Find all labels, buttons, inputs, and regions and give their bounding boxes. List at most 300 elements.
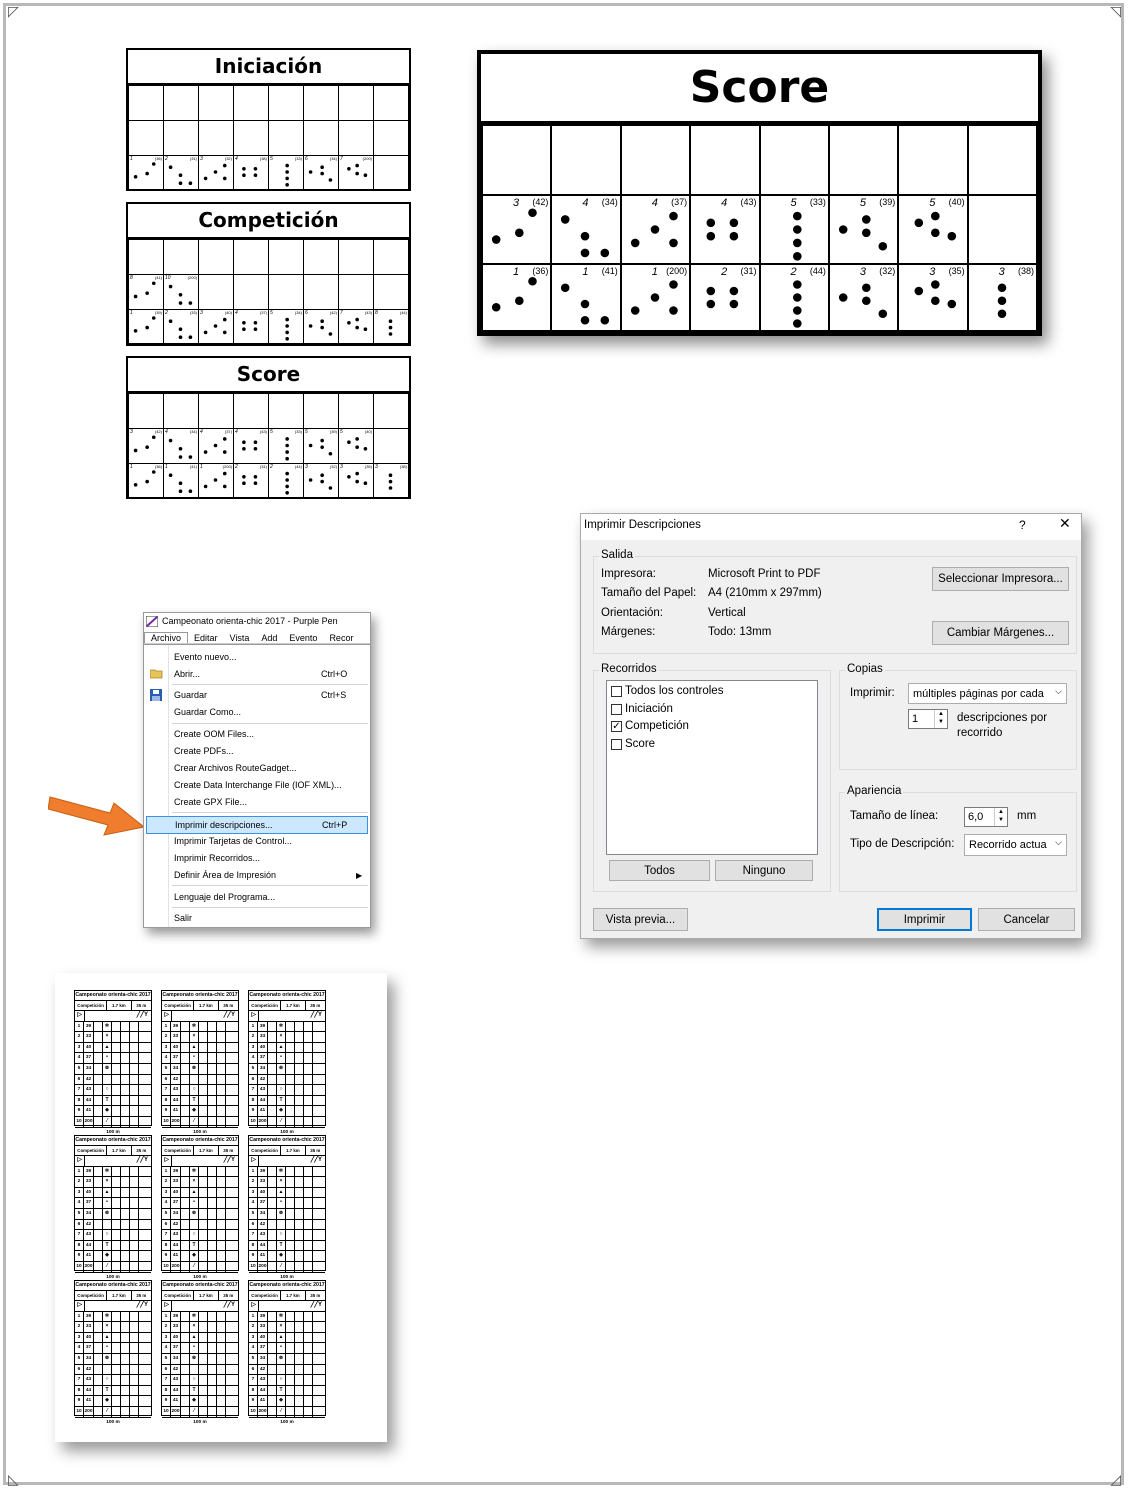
symbol-dot — [997, 309, 1006, 318]
mini-row-code: 44 — [171, 1386, 181, 1396]
mini-row-symbol-icon: ✲ — [103, 1022, 112, 1032]
sheet-title: Score — [481, 54, 1038, 124]
symbol-dot — [179, 489, 183, 493]
mini-control-row — [162, 1251, 238, 1262]
symbol-dot — [355, 445, 359, 449]
menu-item-abrir[interactable] — [144, 666, 370, 682]
control-cell — [339, 156, 374, 190]
mini-control-row — [249, 1230, 325, 1241]
close-icon[interactable]: ✕ — [1059, 516, 1071, 532]
symbol-dot — [601, 249, 610, 258]
menu-item-lenguaje[interactable] — [144, 889, 370, 905]
window-title: Campeonato orienta-chic 2017 - Purple Pen — [162, 616, 338, 626]
courses-listbox[interactable] — [606, 680, 818, 855]
control-cell — [234, 156, 269, 190]
mini-course: Competición — [249, 1146, 281, 1155]
cancel-button[interactable]: Cancelar — [978, 908, 1075, 931]
control-number: 3 — [200, 310, 203, 316]
mini-row-code: 43 — [84, 1230, 94, 1240]
mini-control-row — [162, 1043, 238, 1054]
select-printer-button[interactable]: Seleccionar Impresora... — [932, 567, 1069, 591]
symbol-dot — [223, 472, 227, 476]
copies-count-spinner[interactable] — [908, 709, 948, 729]
control-code: (200) — [187, 275, 197, 280]
dialog-titlebar — [581, 514, 1081, 540]
control-number: 5 — [305, 429, 308, 435]
symbol-dot — [285, 177, 289, 181]
mini-header — [75, 1291, 151, 1301]
control-code: (35) — [364, 464, 372, 469]
symbol-dot — [669, 239, 678, 248]
mini-row-symbol-icon: ▲ — [103, 1188, 112, 1198]
mini-control-row — [75, 1230, 151, 1241]
mini-row-code: 33 — [171, 1177, 181, 1187]
mini-length: 1.7 km — [194, 1146, 218, 1155]
symbol-dot — [189, 455, 193, 459]
checkbox-icon[interactable] — [611, 739, 622, 750]
mini-row-symbol-icon: ○ — [190, 1230, 199, 1240]
mini-row-code: 41 — [171, 1396, 181, 1406]
mini-control-row — [75, 1322, 151, 1333]
symbol-dot — [364, 327, 368, 331]
mini-control-row — [162, 1407, 238, 1418]
control-code: (33) — [294, 429, 302, 434]
control-number: 7 — [340, 310, 343, 316]
mini-row-code: 40 — [84, 1043, 94, 1053]
symbol-dot — [189, 335, 193, 339]
control-number: 10 — [165, 275, 171, 281]
chevron-down-icon: ⌵ — [1055, 837, 1062, 847]
control-number: 1 — [165, 464, 168, 470]
control-code: (33) — [294, 156, 302, 161]
start-triangle-icon: ▷ — [162, 1301, 172, 1311]
symbol-dot — [134, 175, 138, 179]
mini-row-symbol-icon: × — [277, 1322, 286, 1332]
mini-row-number: 9 — [249, 1251, 258, 1261]
select-all-button[interactable]: Todos — [609, 860, 710, 881]
mini-row-number: 9 — [162, 1396, 171, 1406]
course-list-item[interactable] — [610, 702, 810, 718]
symbol-dot — [134, 483, 138, 487]
print-button[interactable]: Imprimir — [877, 908, 972, 931]
course-list-item[interactable] — [610, 684, 810, 700]
symbol-dot — [309, 170, 313, 174]
menu-evento[interactable]: Evento — [289, 633, 318, 643]
mini-control-row — [75, 1106, 151, 1117]
print-preview-page — [55, 973, 387, 1442]
symbol-dot — [134, 295, 138, 299]
mini-row-number: 4 — [249, 1343, 258, 1353]
control-number: 1 — [130, 310, 133, 316]
control-number: 1 — [130, 464, 133, 470]
menu-item-definir-area[interactable] — [144, 867, 370, 883]
mini-row-code: 44 — [84, 1386, 94, 1396]
control-cell — [374, 156, 409, 190]
mini-climb: 35 m — [136, 1148, 147, 1153]
symbol-dot — [189, 301, 193, 305]
symbol-dot — [669, 306, 678, 315]
menu-item-guardar-como[interactable] — [144, 704, 370, 720]
mini-row-symbol-icon: × — [190, 1322, 199, 1332]
mini-row-number: 9 — [75, 1106, 84, 1116]
mini-row-code: 37 — [258, 1343, 268, 1353]
symbol-dot — [878, 309, 887, 318]
symbol-dot — [169, 319, 173, 323]
control-code: (200) — [222, 464, 232, 469]
symbol-dot — [179, 173, 183, 177]
mini-row-symbol-icon — [190, 1220, 199, 1230]
start-triangle-icon: ▷ — [75, 1156, 85, 1166]
symbol-dot — [223, 331, 227, 335]
change-margins-button[interactable]: Cambiar Márgenes... — [932, 621, 1069, 645]
menu-separator — [172, 907, 368, 908]
mini-row-number: 2 — [75, 1322, 84, 1332]
mini-row-code: 200 — [171, 1262, 181, 1272]
menu-item-label: Evento nuevo... — [174, 652, 237, 662]
menu-recorridos[interactable]: Recor — [329, 633, 354, 643]
menu-archivo[interactable]: Archivo — [144, 632, 188, 643]
mini-row-symbol-icon: T — [103, 1386, 112, 1396]
mini-control-row — [162, 1220, 238, 1231]
mini-control-row — [249, 1209, 325, 1220]
menu-add[interactable]: Add — [261, 633, 278, 643]
mini-row-number: 8 — [162, 1386, 171, 1396]
symbol-dot — [581, 300, 590, 309]
help-icon[interactable]: ? — [1019, 518, 1026, 532]
menu-item-imprimir-tarjetas[interactable] — [144, 833, 370, 849]
symbol-dot — [320, 319, 324, 323]
mini-row-number: 1 — [249, 1167, 258, 1177]
course-list-item[interactable] — [610, 737, 810, 753]
control-number: 5 — [929, 197, 936, 209]
mini-start-row — [75, 1011, 151, 1022]
control-code: (34) — [294, 310, 302, 315]
course-list-item[interactable] — [610, 719, 810, 735]
line-size-unit: mm — [1017, 810, 1037, 822]
control-cell — [269, 464, 304, 498]
mini-row-code: 43 — [84, 1375, 94, 1385]
mini-row-symbol-icon: ○ — [277, 1085, 286, 1095]
control-cell — [374, 464, 409, 498]
mini-row-symbol-icon: ⊗ — [277, 1064, 286, 1074]
menu-item-iof-xml[interactable] — [144, 777, 370, 793]
symbol-dot — [515, 229, 524, 238]
menu-item-salir[interactable] — [144, 910, 370, 926]
mini-row-number: 6 — [162, 1075, 171, 1085]
control-cell — [269, 310, 304, 344]
mini-row-code: 200 — [84, 1407, 94, 1417]
control-number: 8 — [130, 275, 133, 281]
mini-description-sheet — [74, 1135, 152, 1280]
mini-control-row — [75, 1167, 151, 1178]
copies-mode-select[interactable] — [908, 683, 1067, 704]
mini-row-code: 40 — [171, 1188, 181, 1198]
mini-row-code: 43 — [258, 1375, 268, 1385]
file-menu-window — [143, 612, 371, 928]
control-cell — [164, 275, 199, 310]
menu-shortcut: Ctrl+O — [321, 669, 348, 679]
line-size-spinner[interactable] — [964, 807, 1008, 827]
mini-control-row — [75, 1354, 151, 1365]
mini-row-number: 7 — [162, 1375, 171, 1385]
mini-description-sheet — [248, 1280, 326, 1425]
mini-control-row — [249, 1117, 325, 1128]
menu-editar[interactable]: Editar — [194, 633, 218, 643]
mini-row-code: 42 — [258, 1365, 268, 1375]
mini-row-code: 33 — [258, 1177, 268, 1187]
preview-button[interactable]: Vista previa... — [593, 908, 688, 931]
symbol-dot — [389, 326, 393, 330]
description-type-select[interactable] — [964, 834, 1067, 856]
mini-row-symbol-icon: ⁄ — [277, 1407, 286, 1417]
mini-finish-row — [162, 1418, 238, 1428]
control-cell — [760, 195, 829, 264]
mini-row-symbol-icon: • — [190, 1053, 199, 1063]
mini-row-code: 39 — [258, 1312, 268, 1322]
mini-row-number: 9 — [75, 1396, 84, 1406]
spinner-arrows-icon[interactable]: ▲ ▼ — [994, 808, 1007, 826]
mini-row-code: 37 — [258, 1053, 268, 1063]
symbol-dot — [285, 324, 289, 328]
start-slash-icon: ╱╱Y — [223, 1012, 235, 1018]
symbol-dot — [242, 475, 246, 479]
sheet-title: Competición — [128, 204, 409, 239]
control-cell — [304, 310, 339, 344]
control-number: 4 — [165, 429, 168, 435]
start-slash-icon: ╱╱Y — [223, 1302, 235, 1308]
symbol-dot — [242, 327, 246, 331]
sheet-grid — [481, 124, 1038, 332]
control-cell — [234, 275, 269, 310]
mini-row-symbol-icon: ⁄ — [103, 1262, 112, 1272]
menu-item-evento-nuevo[interactable] — [144, 649, 370, 665]
mini-row-symbol-icon: ⊗ — [103, 1209, 112, 1219]
symbol-dot — [839, 293, 848, 302]
mini-row-code: 34 — [258, 1354, 268, 1364]
symbol-dot — [204, 177, 208, 181]
mini-row-number: 6 — [249, 1075, 258, 1085]
mini-header — [249, 1291, 325, 1301]
menu-item-create-oom[interactable] — [144, 726, 370, 742]
mini-row-number: 7 — [75, 1085, 84, 1095]
select-none-button[interactable]: Ninguno — [715, 860, 813, 881]
symbol-dot — [309, 478, 313, 482]
control-number: 4 — [200, 429, 203, 435]
mini-row-number: 9 — [75, 1251, 84, 1261]
menu-item-label: Imprimir descripciones... — [175, 820, 273, 830]
control-number: 2 — [790, 266, 797, 278]
mini-header — [249, 1146, 325, 1156]
mini-row-symbol-icon: ▲ — [103, 1333, 112, 1343]
symbol-dot — [915, 219, 924, 228]
symbol-dot — [285, 183, 289, 187]
control-cell — [898, 264, 967, 331]
control-number: 3 — [200, 156, 203, 162]
mini-row-code: 42 — [258, 1220, 268, 1230]
menu-item-guardar[interactable] — [144, 687, 370, 703]
symbol-dot — [364, 173, 368, 177]
control-number: 3 — [859, 266, 866, 278]
symbol-dot — [347, 475, 351, 479]
symbol-dot — [707, 287, 716, 296]
archivo-dropdown — [144, 644, 370, 927]
control-cell — [621, 195, 690, 264]
checkbox-checked-icon[interactable]: ✓ — [612, 721, 621, 732]
control-code: (41) — [601, 266, 618, 276]
start-slash-icon: ╱╱Y — [310, 1157, 322, 1163]
menu-item-label: Create Data Interchange File (IOF XML)... — [174, 780, 342, 790]
control-cell — [374, 429, 409, 464]
symbol-dot — [242, 167, 246, 171]
mini-row-code: 37 — [84, 1343, 94, 1353]
mini-row-symbol-icon: ◈ — [277, 1251, 286, 1261]
control-number: 5 — [790, 197, 797, 209]
menu-item-routegadget[interactable] — [144, 760, 370, 776]
mini-course: Competición — [249, 1001, 281, 1010]
start-slash-icon: ╱╱Y — [310, 1302, 322, 1308]
symbol-dot — [793, 280, 802, 289]
symbol-dot — [169, 165, 173, 169]
sheet-grid — [128, 85, 409, 190]
mini-control-row — [75, 1096, 151, 1107]
mini-row-code: 42 — [84, 1220, 94, 1230]
mini-row-number: 3 — [162, 1333, 171, 1343]
symbol-dot — [254, 321, 258, 325]
mini-control-row — [249, 1396, 325, 1407]
mini-row-number: 3 — [162, 1043, 171, 1053]
mini-start-row — [249, 1156, 325, 1167]
mini-row-number: 3 — [162, 1188, 171, 1198]
mini-control-row — [249, 1177, 325, 1188]
menu-separator — [172, 812, 368, 813]
symbol-dot — [320, 326, 324, 330]
line-size-label: Tamaño de línea: — [850, 810, 939, 822]
mini-control-row — [75, 1407, 151, 1418]
control-code: (33) — [189, 310, 197, 315]
sheet-competicion — [126, 202, 411, 346]
mini-row-code: 42 — [84, 1365, 94, 1375]
mini-row-number: 7 — [162, 1230, 171, 1240]
mini-row-number: 3 — [75, 1188, 84, 1198]
mini-row-number: 6 — [249, 1365, 258, 1375]
mini-row-code: 200 — [258, 1117, 268, 1127]
mini-row-number: 5 — [249, 1354, 258, 1364]
mini-control-row — [249, 1106, 325, 1117]
mini-row-code: 43 — [258, 1230, 268, 1240]
mini-row-number: 1 — [249, 1312, 258, 1322]
mini-row-number: 4 — [162, 1343, 171, 1353]
symbol-dot — [169, 285, 173, 289]
imprimir-label: Imprimir: — [850, 687, 895, 699]
mini-row-symbol-icon: ▲ — [277, 1043, 286, 1053]
symbol-dot — [997, 283, 1006, 292]
start-slash-icon: ╱╱Y — [310, 1012, 322, 1018]
checkbox-icon[interactable] — [611, 704, 622, 715]
symbol-dot — [285, 164, 289, 168]
mini-row-code: 40 — [84, 1333, 94, 1343]
mini-row-symbol-icon: ○ — [190, 1085, 199, 1095]
mini-row-symbol-icon: ◈ — [277, 1396, 286, 1406]
spinner-arrows-icon[interactable]: ▲ ▼ — [934, 710, 947, 728]
mini-header — [249, 1001, 325, 1011]
mini-finish-distance: 100 m — [193, 1129, 207, 1135]
tamano-value: A4 (210mm x 297mm) — [708, 587, 822, 599]
chevron-down-icon: ⌵ — [1055, 686, 1062, 696]
control-cell — [690, 264, 759, 331]
control-code: (36) — [154, 464, 162, 469]
symbol-dot — [707, 219, 716, 228]
mini-climb: 35 m — [223, 1293, 234, 1298]
symbol-dot — [601, 316, 610, 325]
symbol-dot — [389, 332, 393, 336]
symbol-dot — [179, 481, 183, 485]
mini-control-row — [75, 1396, 151, 1407]
mini-control-row — [162, 1106, 238, 1117]
symbol-dot — [515, 296, 524, 305]
control-cell — [164, 429, 199, 464]
group-title-copias: Copias — [847, 663, 883, 675]
mini-row-code: 43 — [258, 1085, 268, 1095]
mini-row-number: 2 — [249, 1032, 258, 1042]
mini-row-number: 1 — [249, 1022, 258, 1032]
mini-row-number: 7 — [75, 1230, 84, 1240]
control-cell — [339, 429, 374, 464]
menu-bar — [144, 629, 370, 644]
mini-row-code: 42 — [84, 1075, 94, 1085]
menu-vista[interactable]: Vista — [229, 633, 250, 643]
mini-control-row — [162, 1230, 238, 1241]
symbol-dot — [204, 450, 208, 454]
mini-control-row — [249, 1407, 325, 1418]
menu-item-create-pdfs[interactable] — [144, 743, 370, 759]
mini-row-symbol-icon — [103, 1075, 112, 1085]
mini-row-code: 41 — [258, 1251, 268, 1261]
control-cell — [129, 310, 164, 344]
menu-item-imprimir-recorridos[interactable] — [144, 850, 370, 866]
mini-row-code: 34 — [171, 1064, 181, 1074]
symbol-dot — [389, 319, 393, 323]
mini-description-sheet — [161, 1280, 239, 1425]
mini-control-row — [162, 1064, 238, 1075]
mini-row-symbol-icon: ⊗ — [277, 1209, 286, 1219]
mini-row-number: 1 — [162, 1167, 171, 1177]
menu-item-gpx[interactable] — [144, 794, 370, 810]
mini-course: Competición — [162, 1001, 194, 1010]
mini-header — [162, 1291, 238, 1301]
mini-climb: 35 m — [223, 1148, 234, 1153]
mini-header — [162, 1146, 238, 1156]
description-type-label: Tipo de Descripción: — [850, 838, 955, 850]
mini-row-number: 8 — [162, 1096, 171, 1106]
mini-control-row — [75, 1241, 151, 1252]
symbol-dot — [204, 331, 208, 335]
mini-row-symbol-icon — [103, 1220, 112, 1230]
impresora-label: Impresora: — [601, 568, 656, 580]
mini-row-number: 10 — [249, 1117, 258, 1127]
mini-row-code: 34 — [171, 1354, 181, 1364]
checkbox-icon[interactable] — [611, 686, 622, 697]
mini-row-code: 39 — [171, 1022, 181, 1032]
mini-row-number: 7 — [162, 1085, 171, 1095]
menu-item-imprimir-descripciones[interactable] — [146, 816, 368, 834]
mini-row-number: 1 — [162, 1312, 171, 1322]
symbol-dot — [242, 173, 246, 177]
control-code: (32) — [224, 156, 232, 161]
mini-row-symbol-icon: T — [190, 1096, 199, 1106]
control-code: (41) — [154, 275, 162, 280]
symbol-dot — [355, 164, 359, 168]
mini-row-code: 41 — [258, 1396, 268, 1406]
